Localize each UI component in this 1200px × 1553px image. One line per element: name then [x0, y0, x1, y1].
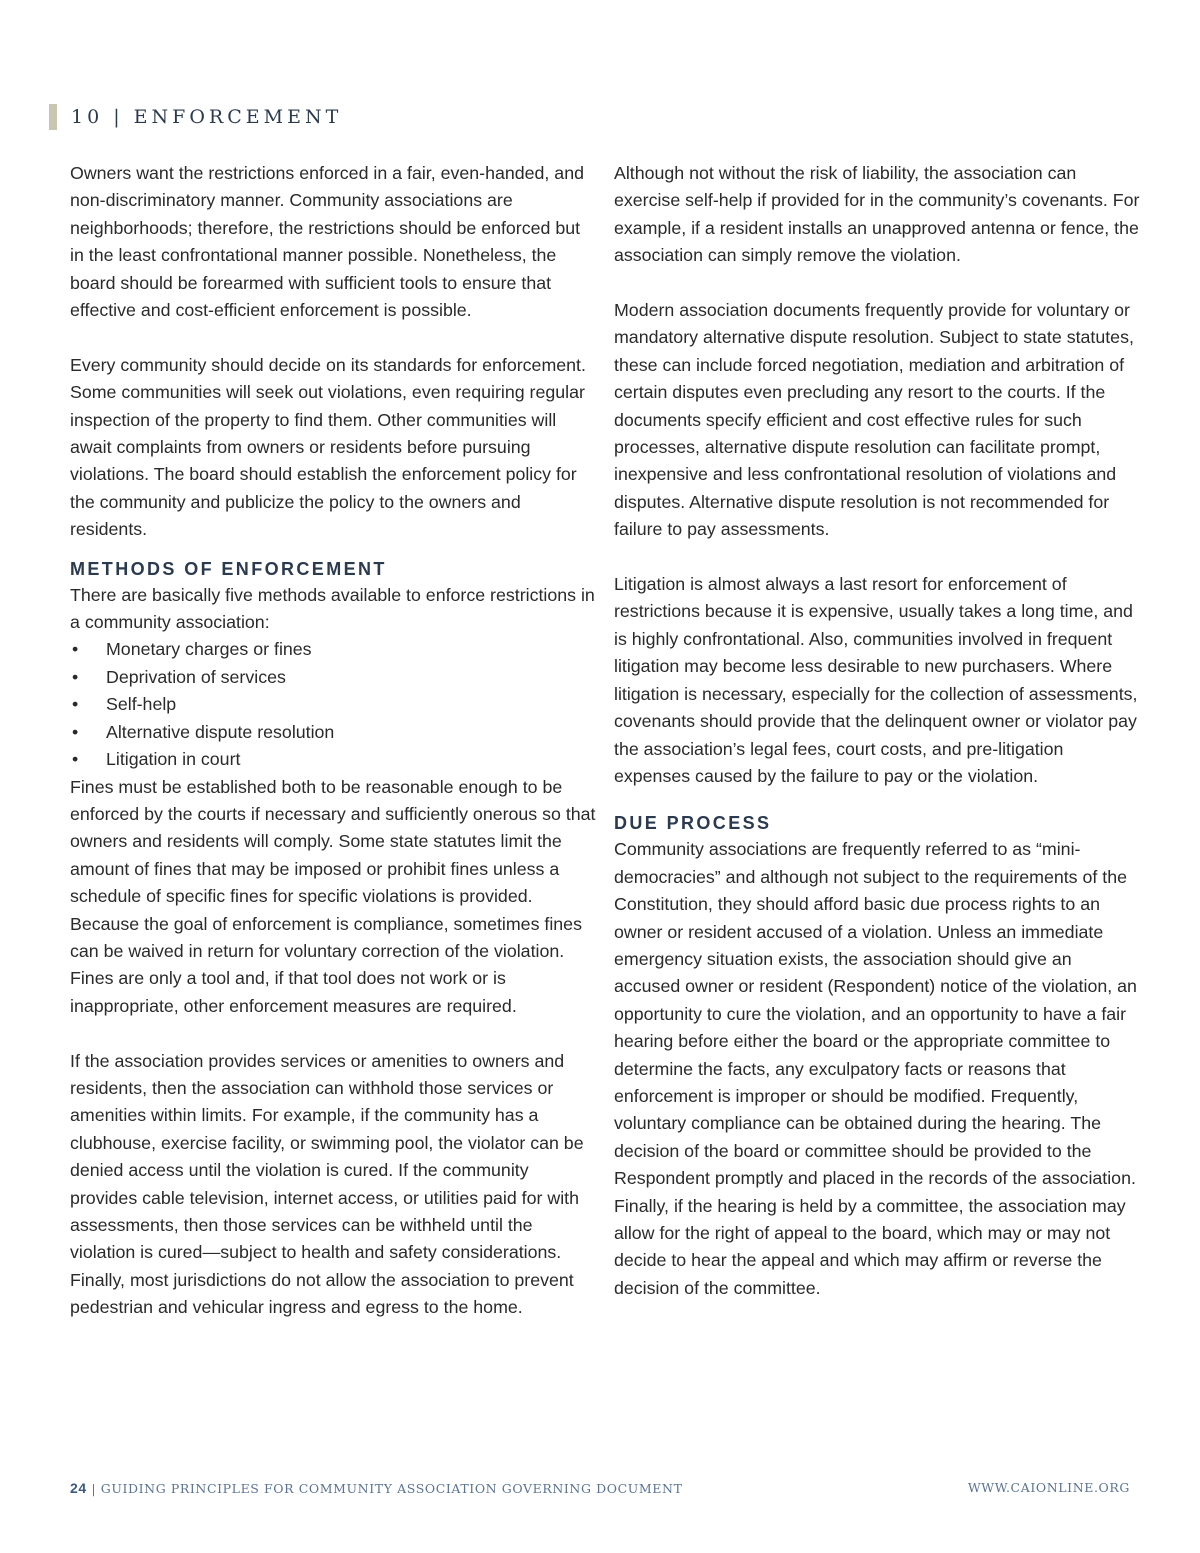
paragraph: Community associations are frequently referred to as “mini-democracies” and although not subject to the requirements of the Constitution, they should afford basic due process rights to an owner or resident accused of a violation. Unless an immediate emergency situation exists, the association should give an accused owner or resident (Respondent) notice of the violation, an opportunity to cure the violation, and an opportunity to have a fair hearing before either the board or the appropriate committee to determine the facts, any exculpatory facts or reasons that enforcement is improper or should be modified. Frequently, voluntary compliance can be obtained during the hearing. The decision of the board or committee should be provided to the Respondent promptly and placed in the records of the association. Finally, if the hearing is held by a committee, the association may allow for the right of appeal to the board, which may or may not decide to hear the appeal and which may affirm or reverse the decision of the committee. — [614, 839, 1137, 1298]
methods-list — [70, 636, 598, 773]
left-column — [70, 160, 598, 1322]
paragraph: Every community should decide on its standards for enforcement. Some communities will seek out violations, even requiring regular inspection of the property to find them. Other communities will await complaints from owners or residents before pursuing violations. The board should establish the enforcement policy for the community and publicize the policy to the owners and residents. — [70, 354, 586, 540]
footer-separator: | — [91, 1481, 97, 1496]
section-title: 10 | ENFORCEMENT — [71, 106, 343, 128]
paragraph: Litigation is almost always a last resort for enforcement of restrictions because it is expensive, usually takes a long time, and is highly confrontational. Also, communities involved in frequent litigation may become less desirable to new purchasers. Where litigation is necessary, especially for the collection of assessments, covenants should provide that the delinquent owner or violator pay the association’s legal fees, court costs, and pre-litigation expenses caused by the failure to pay or the violation. — [614, 574, 1138, 786]
bullet-icon: • — [72, 666, 79, 687]
methods-heading: METHODS OF ENFORCEMENT — [70, 558, 387, 579]
footer-website[interactable]: WWW.CAIONLINE.ORG — [967, 1480, 1130, 1495]
list-item: • Self-help — [70, 691, 598, 718]
due-process-heading: DUE PROCESS — [614, 813, 772, 834]
bullet-icon: • — [72, 749, 79, 770]
footer-doc-title: GUIDING PRINCIPLES FOR COMMUNITY ASSOCIATION GOVERNING DOCUMENT — [100, 1481, 683, 1496]
methods-intro: There are basically five methods available to enforce restrictions in a community association: — [70, 584, 595, 633]
paragraph: Although not without the risk of liability, the association can exercise self-help if provided for in the community’s covenants. For example, if a resident installs an unapproved antenna or fence, the association can simply remove the violation. — [614, 163, 1140, 266]
paragraph: Fines must be established both to be reasonable enough to be enforced by the courts if necessary and sufficiently onerous so that owners and residents will comply. Some state statutes limit the amount of fines that may be imposed or prohibit fines unless a schedule of specific fines for specific violations is provided. Because the goal of enforcement is compliance, sometimes fines can be waived in return for voluntary correction of the violation. Fines are only a tool and, if that tool does not work or is inappropriate, other enforcement measures are required. — [70, 776, 596, 1016]
bullet-icon: • — [72, 721, 79, 742]
bullet-icon: • — [72, 639, 79, 660]
page-number: 24 — [70, 1480, 87, 1496]
right-column — [614, 160, 1142, 1302]
list-item: • Litigation in court — [70, 746, 598, 773]
list-item: • Monetary charges or fines — [70, 636, 598, 663]
paragraph: Modern association documents frequently provide for voluntary or mandatory alternative dispute resolution. Subject to state statutes, these can include forced negotiation, mediation and arbitration of certain disputes even precluding any resort to the courts. If the documents specify efficient and cost effective rules for such processes, alternative dispute resolution can facilitate prompt, inexpensive and less confrontational resolution of violations and disputes. Alternative dispute resolution is not recommended for failure to pay assessments. — [614, 300, 1134, 540]
paragraph: Owners want the restrictions enforced in a fair, even-handed, and non-discriminatory manner. Community associations are neighborhoods; therefore, the restrictions should be enforced but in the least confrontational manner possible. Nonetheless, the board should be forearmed with sufficient tools to ensure that effective and cost-efficient enforcement is possible. — [70, 163, 584, 321]
section-accent-bar — [49, 104, 57, 130]
bullet-icon: • — [72, 694, 79, 715]
list-item: • Alternative dispute resolution — [70, 719, 598, 746]
list-item: • Deprivation of services — [70, 664, 598, 691]
paragraph: If the association provides services or amenities to owners and residents, then the association can withhold those services or amenities within limits. For example, if the community has a clubhouse, exercise facility, or swimming pool, the violator can be denied access until the violation is cured. If the community provides cable television, internet access, or utilities paid for with assessments, then those services can be withheld until the violation is cured—subject to health and safety considerations. Finally, most jurisdictions do not allow the association to prevent pedestrian and vehicular ingress and egress to the home. — [70, 1050, 584, 1318]
section-header — [49, 104, 342, 130]
footer-left — [70, 1480, 683, 1496]
